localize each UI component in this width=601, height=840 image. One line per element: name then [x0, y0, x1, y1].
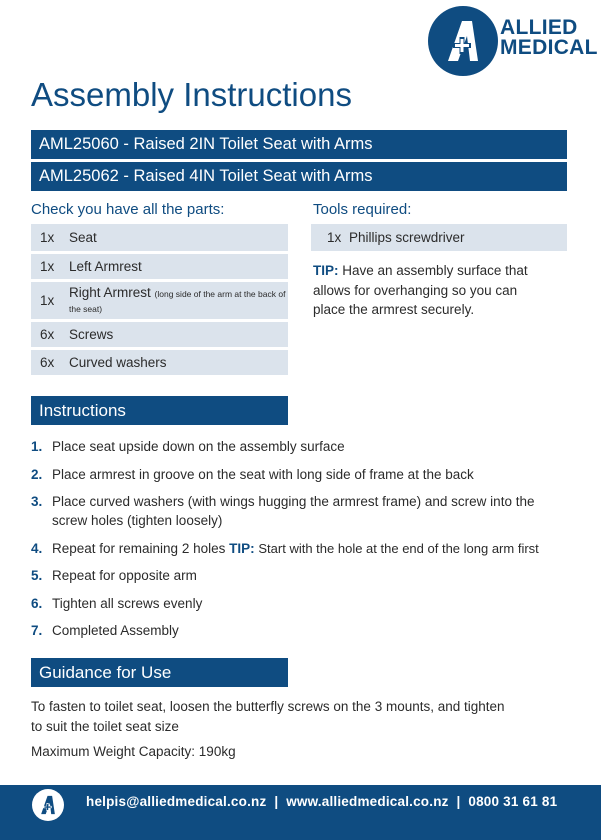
- guidance-heading: Guidance for Use: [31, 658, 288, 687]
- parts-row: [31, 224, 288, 252]
- parts-heading: Check you have all the parts:: [31, 201, 225, 218]
- instruction-step: [31, 465, 571, 484]
- footer-contact: helpis@alliedmedical.co.nz | www.alliedmedical.co.nz | 0800 31 61 81: [86, 794, 558, 809]
- part-name: Seat: [69, 224, 288, 252]
- allied-a-plus-icon: [32, 789, 64, 821]
- parts-row: [31, 252, 288, 280]
- step-text: Place armrest in groove on the seat with long side of frame at the back: [52, 466, 474, 482]
- tools-row: [311, 224, 567, 251]
- part-name: Left Armrest: [69, 252, 288, 280]
- weight-capacity: Maximum Weight Capacity: 190kg: [31, 744, 236, 759]
- tools-heading: Tools required:: [313, 201, 412, 218]
- instructions-heading: Instructions: [31, 396, 288, 425]
- instruction-step: [31, 539, 571, 558]
- part-name: Right Armrest: [69, 285, 151, 300]
- allied-a-plus-icon: [428, 6, 498, 76]
- instruction-step: [31, 437, 571, 456]
- step-number: 2.: [31, 466, 43, 482]
- brand-line1: ALLIED: [500, 16, 578, 39]
- part-qty: 6x: [31, 320, 69, 348]
- parts-row: [31, 280, 288, 320]
- instruction-step: [31, 621, 571, 640]
- step-text: Repeat for opposite arm: [52, 568, 197, 583]
- parts-row: [31, 320, 288, 348]
- part-note: (long side of the arm at the back of the seat): [69, 289, 286, 314]
- product-bar-2in: AML25060 - Raised 2IN Toilet Seat with Arms: [31, 130, 567, 159]
- guidance-text: To fasten to toilet seat, loosen the butterfly screws on the 3 mounts, and tighten to suit the toilet seat size: [31, 699, 505, 734]
- part-qty: 6x: [31, 348, 69, 376]
- part-name-with-note: [69, 280, 288, 320]
- tip-text: Have an assembly surface that allows for overhanging so you can place the armrest securely.: [313, 263, 528, 317]
- step-number: 5.: [31, 568, 43, 583]
- parts-row: [31, 348, 288, 376]
- brand-line2: MEDICAL: [500, 36, 598, 59]
- step-text: Place seat upside down on the assembly surface: [52, 439, 345, 454]
- step-text: Tighten all screws evenly: [52, 595, 203, 611]
- instruction-steps: [31, 437, 571, 649]
- instruction-step: [31, 492, 571, 530]
- step-tip-text: Start with the hole at the end of the long arm first: [258, 540, 539, 556]
- tool-qty: 1x: [311, 224, 349, 251]
- part-qty: 1x: [31, 280, 69, 320]
- part-qty: 1x: [31, 252, 69, 280]
- step-text: Completed Assembly: [52, 623, 179, 638]
- parts-table: [31, 224, 288, 378]
- page-title: Assembly Instructions: [31, 76, 352, 113]
- step-number: 7.: [31, 623, 43, 638]
- tool-name: Phillips screwdriver: [349, 224, 567, 251]
- instruction-step: [31, 594, 571, 613]
- step-text-with-tip: [52, 539, 539, 558]
- step-text: Place curved washers (with wings hugging the armrest frame) and screw into the screw holes (tighten loosely): [52, 494, 535, 528]
- step-number: 3.: [31, 494, 43, 509]
- product-bar-4in: AML25062 - Raised 4IN Toilet Seat with Arms: [31, 162, 567, 191]
- part-name: Screws: [69, 320, 288, 348]
- step-number: 1.: [31, 439, 43, 454]
- assembly-tip: [313, 261, 553, 320]
- tip-label: TIP:: [313, 263, 339, 278]
- instruction-step: [31, 566, 571, 585]
- brand-name: [500, 18, 598, 58]
- step-number: 6.: [31, 595, 43, 611]
- step-number: 4.: [31, 540, 43, 556]
- tools-table: [311, 224, 567, 251]
- footer: [0, 785, 601, 840]
- part-qty: 1x: [31, 224, 69, 252]
- brand-logo: [428, 6, 598, 76]
- part-name: Curved washers: [69, 348, 288, 376]
- step-tip-label: TIP:: [229, 540, 255, 556]
- step-text: Repeat for remaining 2 holes: [52, 540, 226, 556]
